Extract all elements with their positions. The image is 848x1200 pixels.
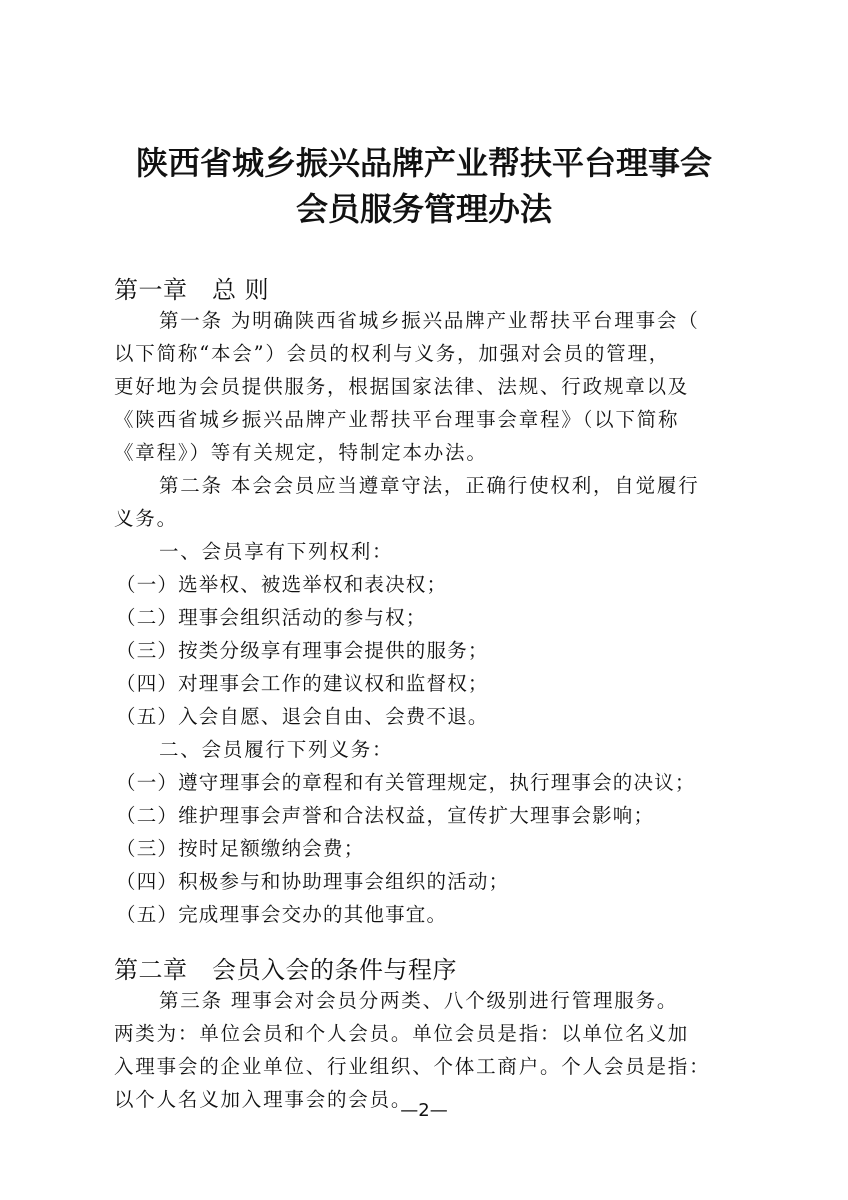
- list-item: （四）积极参与和协助理事会组织的活动；: [116, 870, 510, 893]
- paragraph-line: 以个人名义加入理事会的会员。: [114, 1088, 413, 1111]
- document-title-line-1: 陕西省城乡振兴品牌产业帮扶平台理事会: [135, 144, 712, 182]
- paragraph-line: 第三条 理事会对会员分两类、八个级别进行管理服务。: [159, 989, 679, 1012]
- list-item: （四）对理事会工作的建议权和监督权；: [116, 672, 489, 695]
- document-title-line-2: 会员服务管理办法: [295, 190, 552, 228]
- paragraph-line: 两类为：单位会员和个人会员。单位会员是指：以单位名义加: [114, 1022, 690, 1045]
- paragraph-line: 第一条 为明确陕西省城乡振兴品牌产业帮扶平台理事会（: [159, 309, 700, 332]
- paragraph-line: 更好地为会员提供服务，根据国家法律、法规、行政规章以及: [114, 375, 690, 398]
- list-item: （三）按类分级享有理事会提供的服务；: [116, 639, 489, 662]
- list-item: （五）完成理事会交办的其他事宜。: [116, 903, 448, 926]
- list-item: （一）选举权、被选举权和表决权；: [116, 573, 448, 596]
- list-item: （二）维护理事会声誉和合法权益，宣传扩大理事会影响；: [116, 804, 655, 827]
- paragraph-line: 以下简称“本会”）会员的权利与义务，加强对会员的管理，: [114, 342, 671, 365]
- rights-heading: 一、会员享有下列权利：: [159, 540, 394, 563]
- duties-heading: 二、会员履行下列义务：: [159, 738, 394, 761]
- page-number: —2—: [400, 1100, 448, 1121]
- paragraph-line: 《章程》）等有关规定，特制定本办法。: [114, 441, 488, 464]
- list-item: （二）理事会组织活动的参与权；: [116, 606, 427, 629]
- list-item: （一）遵守理事会的章程和有关管理规定，执行理事会的决议；: [116, 771, 696, 794]
- list-item: （五）入会自愿、退会自由、会费不退。: [116, 705, 489, 728]
- paragraph-line: 义务。: [114, 507, 178, 530]
- chapter-1-heading: 第一章 总 则: [114, 276, 270, 304]
- chapter-2-heading: 第二章 会员入会的条件与程序: [114, 956, 457, 984]
- paragraph-line: 《陕西省城乡振兴品牌产业帮扶平台理事会章程》（以下简称: [114, 408, 680, 431]
- list-item: （三）按时足额缴纳会费；: [116, 837, 365, 860]
- paragraph-line: 第二条 本会会员应当遵章守法，正确行使权利，自觉履行: [159, 474, 700, 497]
- paragraph-line: 入理事会的企业单位、行业组织、个体工商户。个人会员是指：: [114, 1055, 711, 1078]
